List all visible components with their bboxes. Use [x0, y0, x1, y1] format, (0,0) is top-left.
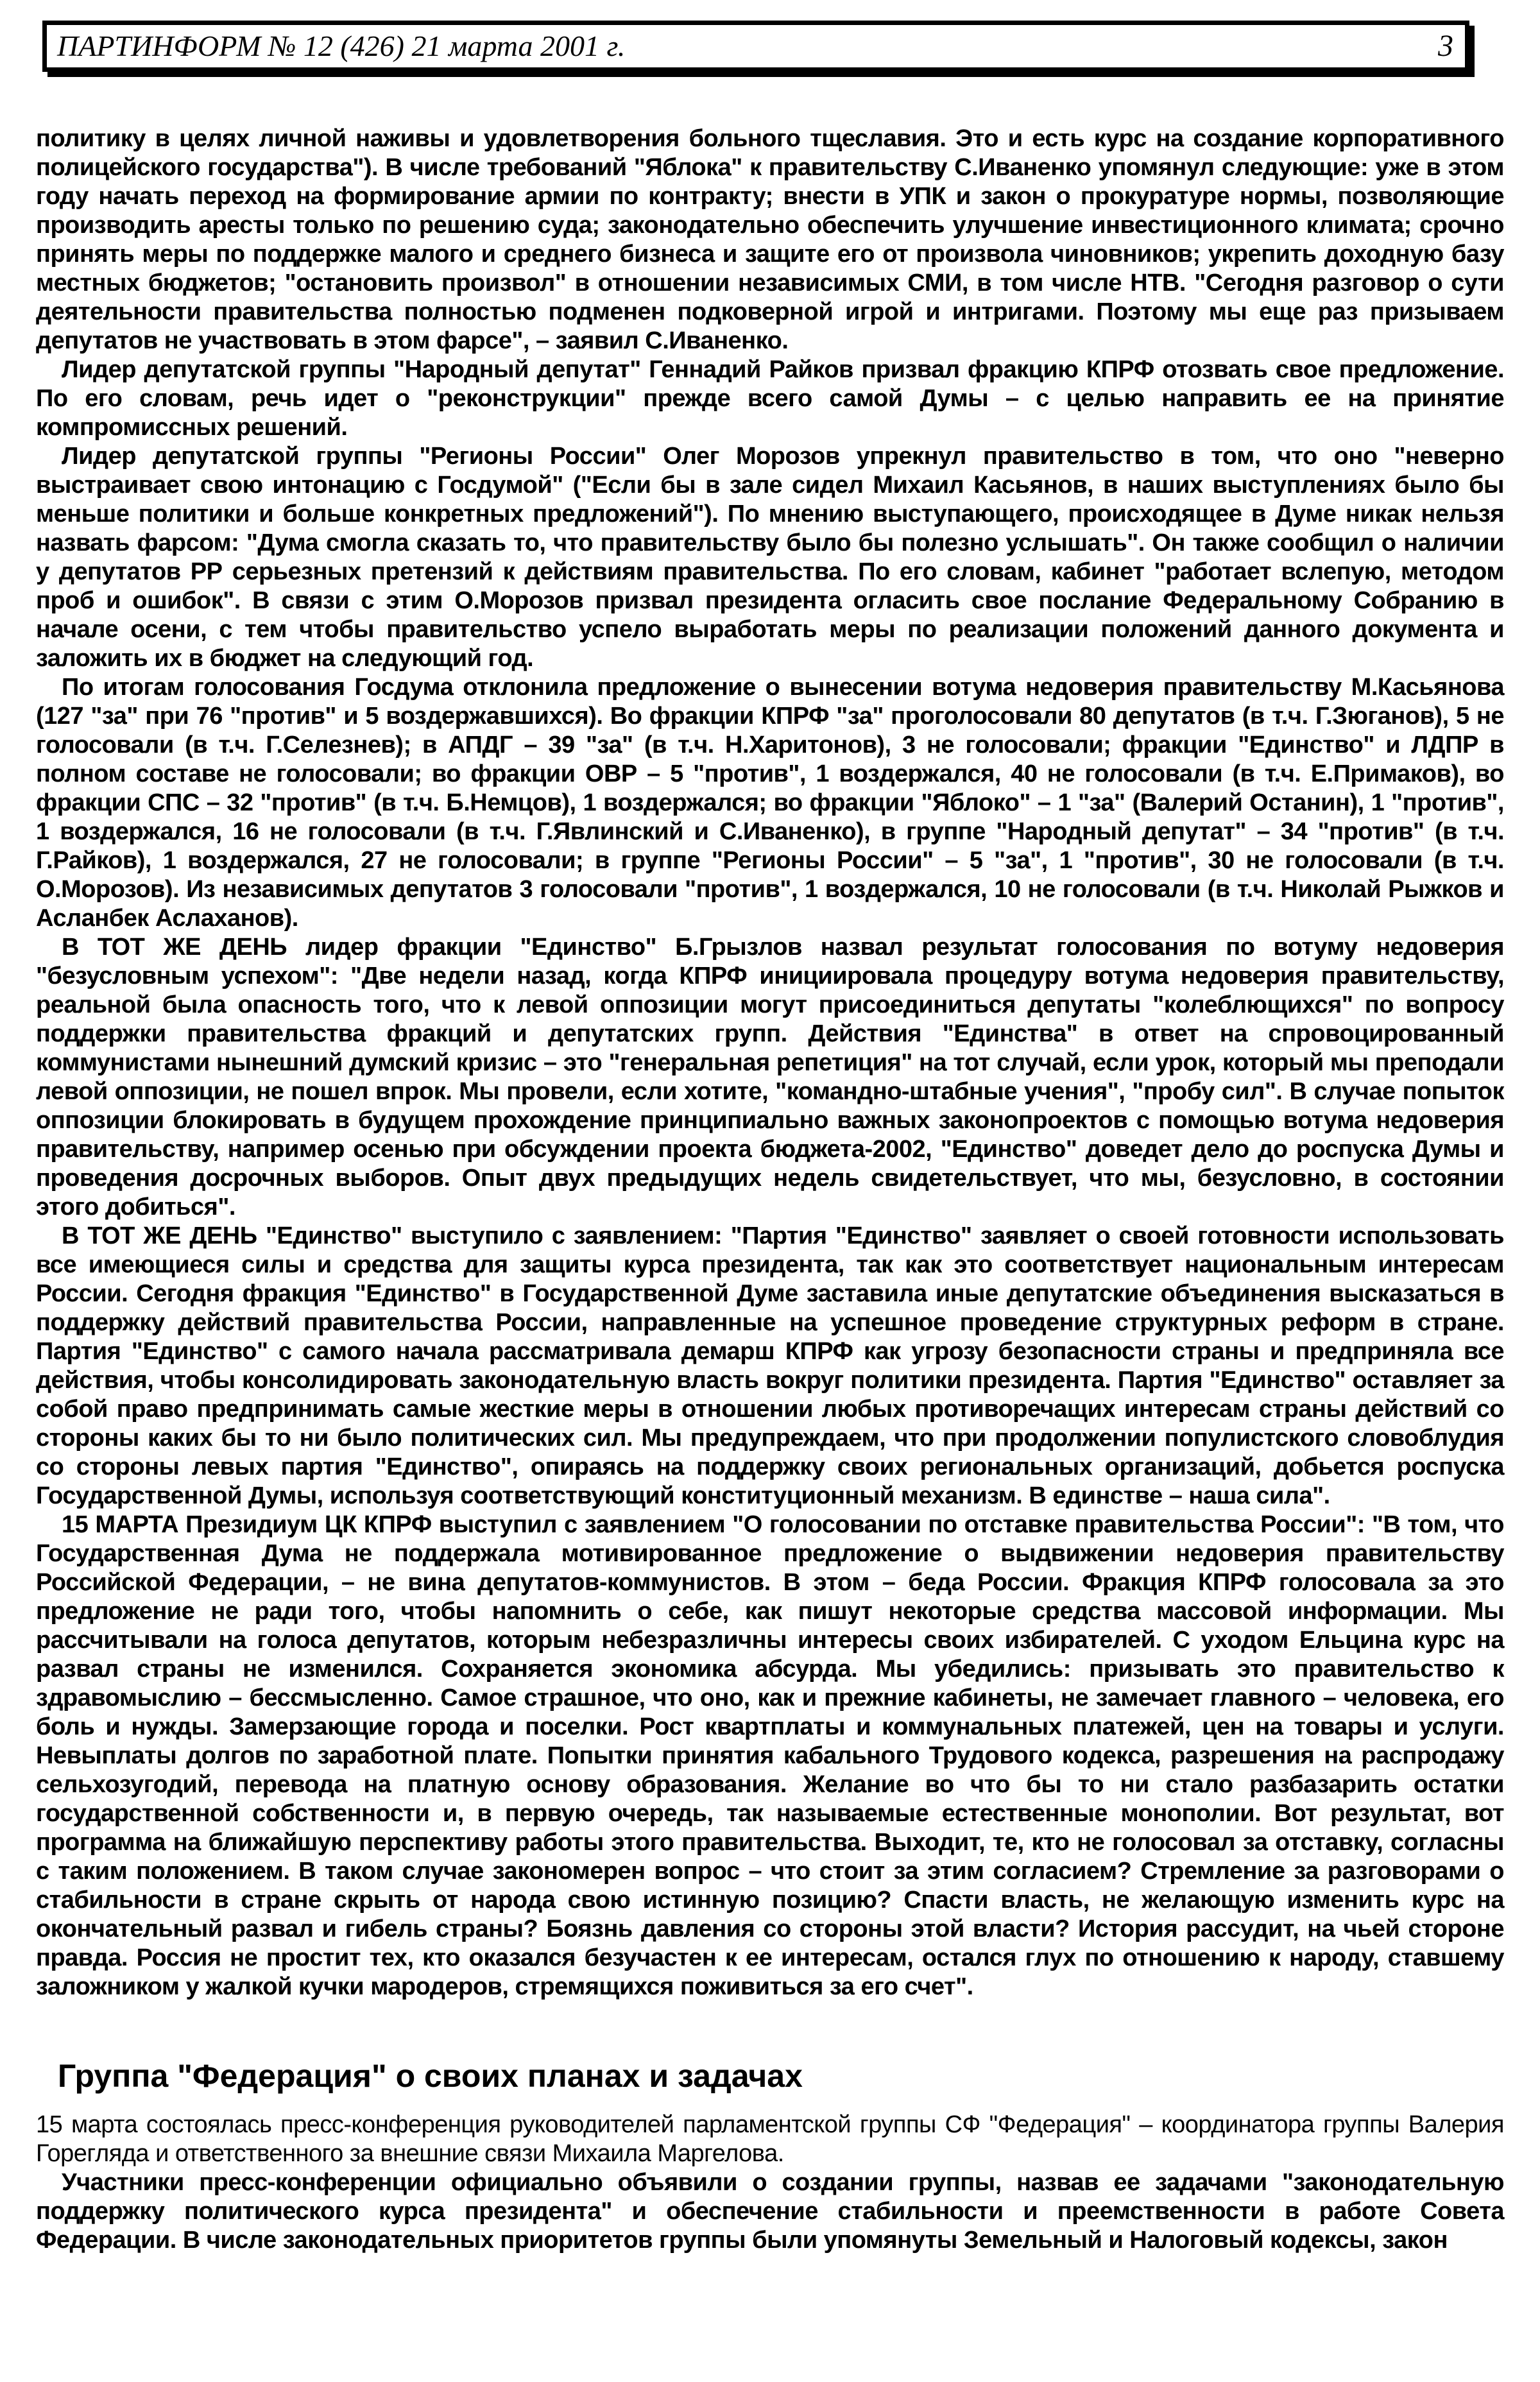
paragraph: По итогам голосования Госдума отклонила предложение о вынесении вотума недоверия правительству М.Касьянова (127 "за" при 76 "против" и 5 воздержавшихся). Во фракции КПРФ "за" проголосовали 80 депутатов (в т.ч. Г.Зюганов), 5 не голосовали (в т.ч. Г.Селезнев); в АПДГ – 39 "за" (в т.ч. Н.Харитонов), 3 не голосовали; фракции "Единство" и ЛДПР в полном составе не голосовали; во фракции ОВР – 5 "против", 1 воздержался, 40 не голосовали (в т.ч. Е.Примаков), во фракции СПС – 32 "против" (в т.ч. Б.Немцов), 1 воздержался; во фракции "Яблоко" – 1 "за" (Валерий Останин), 1 "против", 1 воздержался, 16 не голосовали (в т.ч. Г.Явлинский и С.Иваненко), в группе "Народный депутат" – 34 "против" (в т.ч. Г.Райков), 1 воздержался, 27 не голосовали; в группе "Регионы России" – 5 "за", 1 "против", 30 не голосовали (в т.ч. О.Морозов). Из независимых депутатов 3 голосовали "против", 1 воздержался, 10 не голосовали (в т.ч. Николай Рыжков и Асланбек Аслаханов).: [36, 674, 1504, 932]
paragraph: В ТОТ ЖЕ ДЕНЬ лидер фракции "Единство" Б.Грызлов назвал результат голосования по вотуму недоверия "безусловным успехом": "Две недели назад, когда КПРФ инициировала процедуру вотума недоверия правительству, реальной была опасность того, что к левой оппозиции могут присоединиться депутаты "колеблющихся" по вопросу поддержки правительства фракций и депутатских групп. Действия "Единства" в ответ на спровоцированный коммунистами нынешний думский кризис – это "генеральная репетиция" на тот случай, если урок, который мы преподали левой оппозиции, не пошел впрок. Мы провели, если хотите, "командно-штабные учения", "пробу сил". В случае попыток оппозиции блокировать в будущем прохождение принципиально важных законопроектов с помощью вотума недоверия правительству, например осенью при обсуждении проекта бюджета-2002, "Единство" доведет дело до роспуска Думы и проведения досрочных выборов. Опыт двух предыдущих недель свидетельствует, что мы, безусловно, в состоянии этого добиться".: [36, 934, 1504, 1221]
article-body: [36, 124, 1504, 2255]
paragraph: В ТОТ ЖЕ ДЕНЬ "Единство" выступило с заявлением: "Партия "Единство" заявляет о своей готовности использовать все имеющиеся силы и средства для защиты курса президента, так как это соответствует национальным интересам России. Сегодня фракция "Единство" в Государственной Думе заставила иные депутатские объединения высказаться в поддержку действий правительства России, направленные на успешное проведение структурных реформ в стране. Партия "Единство" с самого начала рассматривала демарш КПРФ как угрозу безопасности страны и предприняла все действия, чтобы консолидировать законодательную власть вокруг политики президента. Партия "Единство" оставляет за собой право предпринимать самые жесткие меры в отношении любых противоречащих интересам страны действий со стороны каких бы то ни было политических сил. Мы предупреждаем, что при продолжении популистского словоблудия со стороны левых партия "Единство", опираясь на поддержку своих региональных организаций, добьется роспуска Государственной Думы, используя соответствующий конституционный механизм. В единстве – наша сила".: [36, 1222, 1504, 1509]
page-number: 3: [1438, 29, 1453, 63]
paragraph: 15 МАРТА Президиум ЦК КПРФ выступил с заявлением "О голосовании по отставке правительства России": "В том, что Государственная Дума не поддержала мотивированное предложение о выдвижении недоверия правительству Российской Федерации, – не вина депутатов-коммунистов. В этом – беда России. Фракция КПРФ голосовала за это предложение не ради того, чтобы напомнить о себе, как пишут некоторые средства массовой информации. Мы рассчитывали на голоса депутатов, которым небезразличны интересы своих избирателей. С уходом Ельцина курс на развал страны не изменился. Сохраняется экономика абсурда. Мы убедились: призывать это правительство к здравомыслию – бессмысленно. Самое страшное, что оно, как и прежние кабинеты, не замечает главного – человека, его боль и нужды. Замерзающие города и поселки. Рост квартплаты и коммунальных платежей, цен на товары и услуги. Невыплаты долгов по заработной плате. Попытки принятия кабального Трудового кодекса, разрешения на распродажу сельхозугодий, перевода на платную основу образования. Желание во что бы то ни стало разбазарить остатки государственной собственности и, в первую очередь, так называемые естественные монополии. Вот результат, вот программа на ближайшую перспективу работы этого правительства. Выходит, те, кто не голосовал за отставку, согласны с таким положением. В таком случае закономерен вопрос – что стоит за этим согласием? Стремление за разговорами о стабильности в стране скрыть от народа свою истинную позицию? Спасти власть, не желающую изменить курс на окончательный развал и гибель страны? Боязнь давления со стороны этой власти? История рассудит, на чьей стороне правда. Россия не простит тех, кто оказался безучастен к ее интересам, остался глух по отношению к народу, ставшему заложником у жалкой кучки мародеров, стремящихся поживиться за его счет".: [36, 1511, 1504, 2000]
section-heading: Группа "Федерация" о своих планах и задачах: [58, 2058, 803, 2094]
paragraph: Лидер депутатской группы "Регионы России" Олег Морозов упрекнул правительство в том, что оно "неверно выстраивает свою интонацию с Госдумой" ("Если бы в зале сидел Михаил Касьянов, в наших выступлениях было бы меньше политики и больше конкретных предложений"). По мнению выступающего, происходящее в Думе никак нельзя назвать фарсом: "Дума смогла сказать то, что правительству было бы полезно услышать". Он также сообщил о наличии у депутатов РР серьезных претензий к действиям правительства. По его словам, кабинет "работает вслепую, методом проб и ошибок". В связи с этим О.Морозов призвал президента огласить свое послание Федеральному Собранию в начале осени, с тем чтобы правительство успело выработать меры по реализации положений данного документа и заложить их в бюджет на следующий год.: [36, 443, 1504, 672]
paragraph: Участники пресс-конференции официально объявили о создании группы, назвав ее задачами "законодательную поддержку политического курса президента" и обеспечение стабильности и преемственности в работе Совета Федерации. В числе законодательных приоритетов группы были упомянуты Земельный и Налоговый кодексы, закон: [36, 2169, 1504, 2254]
page-header-box: [42, 21, 1469, 72]
lead-paragraph: 15 марта состоялась пресс-конференция руководителей парламентской группы СФ "Федерация" – координатора группы Валерия Горегляда и ответственного за внешние связи Михаила Маргелова.: [36, 2111, 1504, 2167]
paragraph: политику в целях личной наживы и удовлетворения больного тщеславия. Это и есть курс на создание корпоративного полицейского государства"). В числе требований "Яблока" к правительству С.Иваненко упомянул следующие: уже в этом году начать переход на формирование армии по контракту; внести в УПК и закон о прокуратуре нормы, позволяющие производить аресты только по решению суда; законодательно обеспечить улучшение инвестиционного климата; срочно принять меры по поддержке малого и среднего бизнеса и защите его от произвола чиновников; укрепить доходную базу местных бюджетов; "остановить произвол" в отношении независимых СМИ, в том числе НТВ. "Сегодня разговор о сути деятельности правительства полностью подменен подковерной игрой и интригами. Поэтому мы еще раз призываем депутатов не участвовать в этом фарсе", – заявил С.Иваненко.: [36, 125, 1504, 354]
newsletter-title: ПАРТИНФОРМ № 12 (426) 21 марта 2001 г.: [57, 30, 626, 62]
paragraph: Лидер депутатской группы "Народный депутат" Геннадий Райков призвал фракцию КПРФ отозвать свое предложение. По его словам, речь идет о "реконструкции" прежде всего самой Думы – с целью направить ее на принятие компромиссных решений.: [36, 356, 1504, 441]
